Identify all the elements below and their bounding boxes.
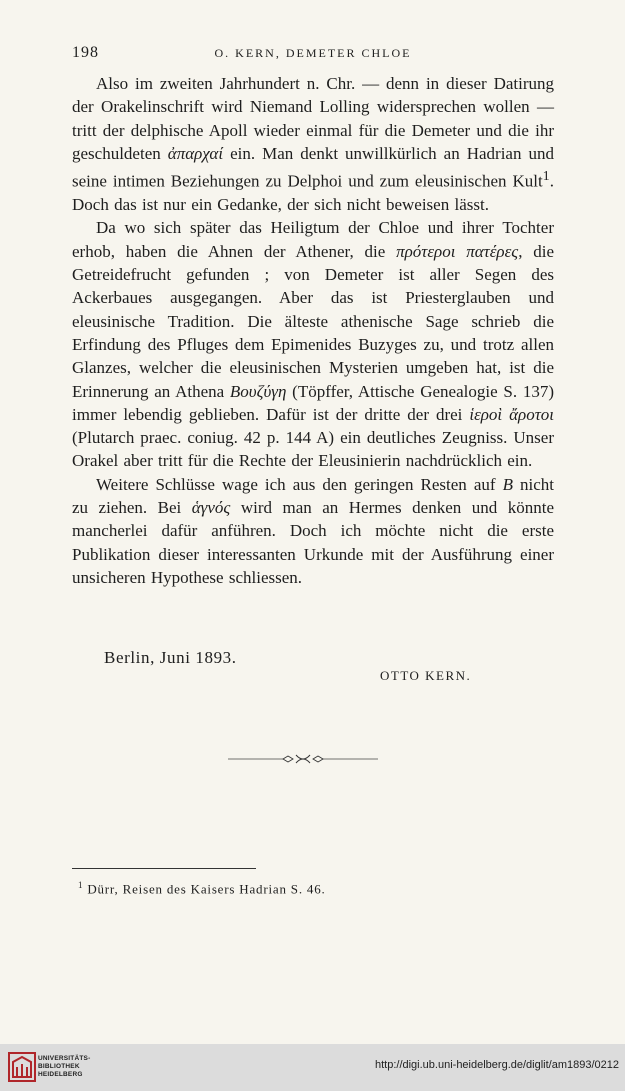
footer-bar xyxy=(0,1044,625,1091)
text-run: Also im zweiten Jahrhundert n. Chr. — denn in dieser Datirung der Orakelinschrift wird Niemand Lolling widersprechen wollen — tritt der delphische Apoll wieder einmal für die Demeter und die ihr geschuldeten xyxy=(72,74,554,163)
greek-term: B xyxy=(502,474,513,494)
text-run: (Töpffer, Attische Genealogie S. 137) immer lebendig geblieben. Dafür ist der dritte der drei xyxy=(72,381,554,424)
footnote-text: Dürr, Reisen des Kaisers Hadrian S. 46. xyxy=(87,881,326,897)
greek-term: Βουζύγη xyxy=(229,381,287,401)
author-signature: OTTO KERN. xyxy=(380,668,472,683)
text-run: Da wo sich später das Heiligtum der Chloe und ihrer Tochter erhob, haben die Ahnen der Athener, die xyxy=(72,218,554,261)
text-run: , die Getreidefrucht gefunden ; von Demeter ist aller Segen des Ackerbaues ausgegangen. Aber das ist Priesterglauben und eleusinische Tradition. Die älteste athenische Sage schrieb die Erfindung des Pfluges dem Epimenides Buzyges zu, und trotz allen Glanzes, welcher die eleusinischen Mysterien umgeben hat, ist die Erinnerung an Athena xyxy=(72,241,554,401)
body-text xyxy=(72,72,554,589)
page-header xyxy=(72,44,554,66)
library-name-line: UNIVERSITÄTS- xyxy=(38,1055,91,1062)
text-run: wird man an Hermes denken und könnte mancherlei dafür anführen. Doch ich möchte nicht die erste Publikation dieser interessanten Urkunde mit der Ausführung einer unsicheren Hypothese schliessen. xyxy=(72,498,554,587)
library-logo-icon xyxy=(8,1052,36,1082)
paragraph-3 xyxy=(72,473,554,589)
greek-term: ἁγνός xyxy=(191,498,231,517)
paragraph-2 xyxy=(72,216,554,472)
text-run: ein. Man denkt unwillkürlich an Hadrian und seine intimen Beziehungen zu Delphoi und zum eleusinischen Kult xyxy=(72,143,554,191)
source-url-link[interactable]: http://digi.ub.uni-heidelberg.de/diglit/am1893/0212 xyxy=(374,1059,619,1071)
running-title: O. KERN, DEMETER CHLOE xyxy=(214,46,412,60)
library-name-line: BIBLIOTHEK xyxy=(38,1063,80,1070)
library-name xyxy=(38,1055,90,1079)
footnote-rule xyxy=(72,868,256,869)
footnote-reference: 1 xyxy=(542,168,550,185)
footnote-marker: 1 xyxy=(78,880,84,890)
page-number: 198 xyxy=(72,44,99,61)
text-run: Weitere Schlüsse wage ich aus den geringen Resten auf xyxy=(96,474,503,494)
paragraph-1 xyxy=(72,72,554,216)
place-date: Berlin, Juni 1893. xyxy=(104,648,237,667)
footnote xyxy=(78,880,326,897)
greek-term: ἱεροὶ ἄροτοι xyxy=(469,404,555,424)
ornament-divider-icon xyxy=(228,752,378,766)
greek-term: πρότεροι πατέρες xyxy=(396,241,519,261)
greek-term: ἀπαρχαί xyxy=(167,143,224,163)
library-name-line: HEIDELBERG xyxy=(38,1071,83,1078)
text-run: (Plutarch praec. coniug. 42 p. 144 A) ein deutliches Zeugniss. Unser Orakel aber tritt für die Rechte der Eleusinierin nachdrücklich ein. xyxy=(72,428,554,471)
text-run: nicht zu ziehen. Bei xyxy=(72,474,554,517)
text-run: . Doch das ist nur ein Gedanke, der sich nicht beweisen lässt. xyxy=(72,171,554,215)
